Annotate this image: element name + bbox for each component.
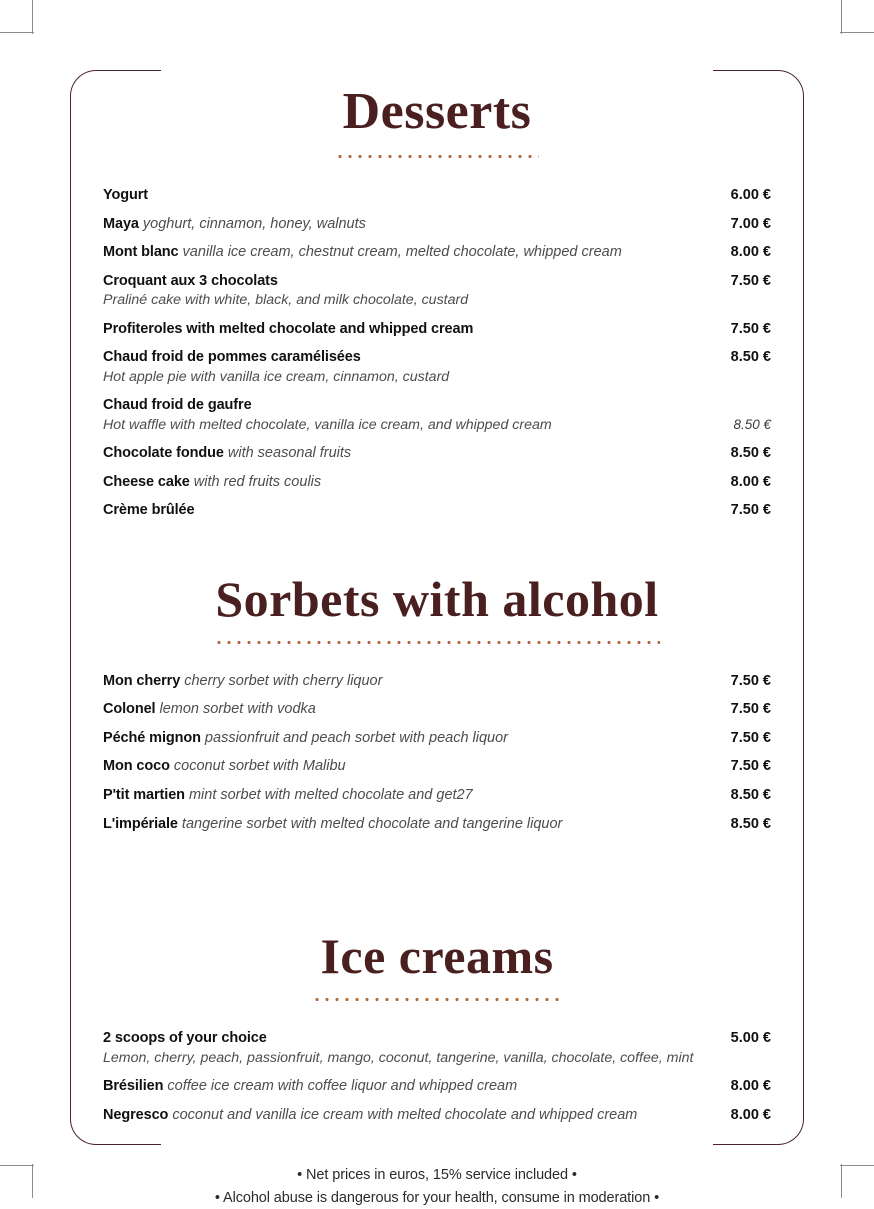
footer-line-prices: • Net prices in euros, 15% service included •: [297, 1167, 577, 1184]
menu-item-name: Negresco: [103, 1106, 169, 1123]
menu-item-price: 8.50 €: [730, 787, 771, 804]
section-title-sorbets: Sorbets with alcohol: [215, 570, 659, 627]
menu-item-description-inline: vanilla ice cream, chestnut cream, melted chocolate, whipped cream: [178, 244, 622, 261]
menu-item-description-inline: with seasonal fruits: [223, 445, 352, 462]
menu-item: [103, 1077, 771, 1096]
spacer-sorbets-ice: [103, 843, 771, 931]
menu-item-description-inline: lemon sorbet with vodka: [155, 701, 316, 718]
section-desserts: [103, 83, 771, 520]
menu-item: [103, 186, 771, 205]
menu-item-price: 8.00 €: [730, 244, 771, 261]
menu-item-name: Croquant aux 3 chocolats: [103, 272, 278, 289]
menu-item: [103, 348, 771, 386]
item-list-desserts: [103, 186, 771, 520]
menu-item-price: 8.00 €: [730, 1078, 771, 1095]
menu-item: [103, 1106, 771, 1125]
menu-item-name: Yogurt: [103, 187, 149, 203]
menu-item-main-row: [103, 1106, 771, 1125]
section-ice-creams: [103, 928, 771, 1124]
menu-item-description-inline: coconut sorbet with Malibu: [169, 758, 346, 775]
menu-item-description-inline: coconut and vanilla ice cream with melted chocolate and whipped cream: [168, 1106, 638, 1123]
menu-item: [103, 473, 771, 492]
section-header-ice-creams: [103, 928, 771, 1001]
menu-item-text: [103, 243, 622, 262]
menu-item-text: [103, 501, 194, 520]
menu-item-main-row: [103, 672, 771, 691]
menu-item-name: Maya: [103, 215, 139, 232]
menu-item-description: Hot waffle with melted chocolate, vanilla ice cream, and whipped cream: [103, 416, 552, 433]
menu-item-main-row: [103, 243, 771, 262]
menu-item-text: [103, 186, 148, 205]
dotted-divider-ice-creams: [312, 998, 562, 1001]
footer-line-alcohol: • Alcohol abuse is dangerous for your health, consume in moderation •: [214, 1189, 660, 1206]
menu-item-main-row: [103, 396, 771, 415]
menu-item-name: P'tit martien: [103, 787, 185, 804]
menu-item-name: Colonel: [103, 701, 156, 718]
item-list-ice-creams: [103, 1029, 771, 1124]
menu-item-text: [103, 672, 382, 691]
menu-item-description: Lemon, cherry, peach, passionfruit, mango, coconut, tangerine, vanilla, chocolate, coffee, mint: [103, 1049, 694, 1066]
menu-item-price: 7.50 €: [730, 320, 771, 337]
menu-item-description-inline: yoghurt, cinnamon, honey, walnuts: [138, 215, 366, 232]
menu-item: [103, 672, 771, 691]
menu-item-text: [103, 729, 508, 748]
dotted-divider-sorbets: [214, 641, 660, 644]
crop-mark-top-left: [0, 0, 60, 60]
menu-item-price: 8.00 €: [730, 473, 771, 490]
section-header-sorbets: [103, 570, 771, 644]
menu-item-text: [103, 786, 473, 805]
menu-item-text: [103, 1077, 517, 1096]
menu-item-main-row: [103, 729, 771, 748]
menu-item-price: 7.50 €: [730, 701, 771, 718]
menu-item: [103, 320, 771, 339]
section-title-ice-creams: Ice creams: [320, 928, 554, 985]
menu-item-price: 5.00 €: [730, 1030, 771, 1047]
menu-item-price: 7.50 €: [730, 729, 771, 746]
menu-item-price: 7.50 €: [730, 272, 771, 289]
crop-mark-top-right: [814, 0, 874, 60]
menu-item-description-inline: coffee ice cream with coffee liquor and whipped cream: [163, 1078, 518, 1095]
menu-item-main-row: [103, 501, 771, 520]
menu-item-name: Profiteroles with melted chocolate and whipped cream: [103, 320, 474, 337]
menu-item: [103, 786, 771, 805]
menu-item-name: 2 scoops of your choice: [103, 1030, 267, 1047]
footer-notes: [103, 1164, 771, 1209]
menu-item-main-row: [103, 1029, 771, 1048]
menu-content: [103, 83, 771, 1209]
menu-item-price: 8.50 €: [730, 445, 771, 462]
menu-item-text: [103, 272, 278, 291]
menu-item-text: [103, 1029, 267, 1048]
menu-item-price: 8.00 €: [730, 1106, 771, 1123]
menu-item-description-inline: tangerine sorbet with melted chocolate and tangerine liquor: [177, 815, 563, 832]
menu-item-description: Praliné cake with white, black, and milk chocolate, custard: [103, 292, 469, 309]
menu-item: [103, 700, 771, 719]
menu-item: [103, 444, 771, 463]
menu-item-text: [103, 700, 316, 719]
menu-item-name: L'impériale: [103, 815, 178, 832]
menu-item-main-row: [103, 215, 771, 234]
item-list-sorbets: [103, 672, 771, 833]
menu-item-name: Chaud froid de gaufre: [103, 397, 252, 414]
menu-item-price: 6.00 €: [730, 187, 771, 203]
menu-item: [103, 243, 771, 262]
menu-item-main-row: [103, 700, 771, 719]
menu-item-text: [103, 444, 351, 463]
section-title-desserts: Desserts: [342, 83, 532, 140]
menu-item-main-row: [103, 444, 771, 463]
menu-item-description-inline: cherry sorbet with cherry liquor: [180, 672, 383, 689]
menu-item-name: Mon coco: [103, 758, 170, 775]
menu-item-text: [103, 1106, 637, 1125]
menu-item: [103, 396, 771, 434]
crop-mark-bottom-right: [814, 1138, 874, 1198]
menu-item-text: [103, 396, 252, 415]
spacer-desserts-sorbets: [103, 530, 771, 574]
menu-item-main-row: [103, 1077, 771, 1096]
menu-item-description: Hot apple pie with vanilla ice cream, cinnamon, custard: [103, 368, 450, 385]
menu-item-text: [103, 473, 321, 492]
menu-item-description-row: [103, 415, 771, 434]
crop-mark-bottom-left: [0, 1138, 60, 1198]
menu-item-main-row: [103, 186, 771, 205]
menu-item: [103, 272, 771, 310]
dotted-divider-desserts: [335, 155, 539, 158]
menu-item-main-row: [103, 272, 771, 291]
menu-item: [103, 215, 771, 234]
menu-item-description-inline: mint sorbet with melted chocolate and get27: [184, 787, 473, 804]
menu-item: [103, 815, 771, 834]
menu-item-text: [103, 215, 366, 234]
menu-item: [103, 729, 771, 748]
menu-item: [103, 1029, 771, 1067]
menu-item-price: 7.00 €: [730, 215, 771, 232]
menu-item-name: Mon cherry: [103, 672, 181, 689]
menu-item-name: Cheese cake: [103, 473, 190, 490]
menu-item: [103, 757, 771, 776]
menu-item-name: Brésilien: [103, 1078, 164, 1095]
menu-item: [103, 501, 771, 520]
menu-item-text: [103, 757, 346, 776]
menu-item-text: [103, 320, 473, 339]
menu-item-price: 8.50 €: [730, 349, 771, 366]
menu-item-name: Crème brûlée: [103, 502, 195, 519]
menu-item-name: Mont blanc: [103, 244, 179, 261]
menu-item-name: Chaud froid de pommes caramélisées: [103, 349, 361, 366]
section-header-desserts: [103, 83, 771, 158]
section-sorbets: [103, 570, 771, 833]
menu-item-price: 8.50 €: [730, 815, 771, 832]
menu-item-main-row: [103, 815, 771, 834]
menu-item-main-row: [103, 320, 771, 339]
menu-item-description-inline: with red fruits coulis: [189, 473, 322, 490]
menu-item-price: 7.50 €: [730, 502, 771, 519]
menu-item-name: Péché mignon: [103, 729, 201, 746]
menu-item-text: [103, 348, 361, 367]
menu-item-main-row: [103, 473, 771, 492]
menu-item-main-row: [103, 757, 771, 776]
menu-item-price: 8.50 €: [733, 416, 771, 432]
menu-item-main-row: [103, 348, 771, 367]
menu-item-description-inline: passionfruit and peach sorbet with peach liquor: [200, 729, 509, 746]
menu-item-price: 7.50 €: [730, 672, 771, 689]
menu-item-price: 7.50 €: [730, 758, 771, 775]
menu-item-main-row: [103, 786, 771, 805]
menu-item-name: Chocolate fondue: [103, 445, 224, 462]
menu-item-text: [103, 815, 562, 834]
